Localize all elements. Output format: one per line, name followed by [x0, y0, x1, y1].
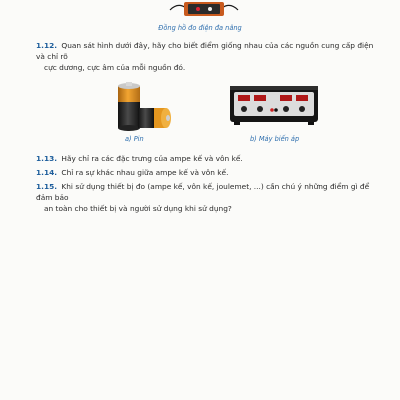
question-text: Quan sát hình dưới đây, hãy cho biết điểm giống nhau của các nguồn cung cấp điện và chỉ rõ [36, 41, 374, 61]
question-1-12 [36, 40, 376, 73]
question-number: 1.14. [36, 168, 58, 177]
question-1-14 [36, 167, 376, 178]
multimeter-image [168, 0, 240, 18]
question-text-continued: an toàn cho thiết bị và người sử dụng khi sử dụng? [44, 204, 232, 213]
power-supply-image [228, 80, 320, 128]
question-number: 1.13. [36, 154, 58, 163]
multimeter-caption: Đồng hồ đo điện đa năng [158, 24, 242, 32]
figure-a-caption: a) Pin [125, 135, 144, 143]
question-1-15 [36, 181, 376, 214]
figure-b-caption: b) Máy biến áp [250, 135, 300, 143]
question-number: 1.15. [36, 182, 58, 191]
question-number: 1.12. [36, 41, 58, 50]
question-text-continued: cực dương, cực âm của mỗi nguồn đó. [44, 63, 186, 72]
question-text: Khi sử dụng thiết bị đo (ampe kế, vôn kế, joulemet, ...) cần chú ý những điểm gì để đảm bảo [36, 182, 370, 202]
question-text: Hãy chỉ ra các đặc trưng của ampe kế và vôn kế. [61, 154, 243, 163]
question-text: Chỉ ra sự khác nhau giữa ampe kế và vôn kế. [61, 168, 229, 177]
battery-image [112, 82, 174, 132]
question-1-13 [36, 153, 376, 164]
